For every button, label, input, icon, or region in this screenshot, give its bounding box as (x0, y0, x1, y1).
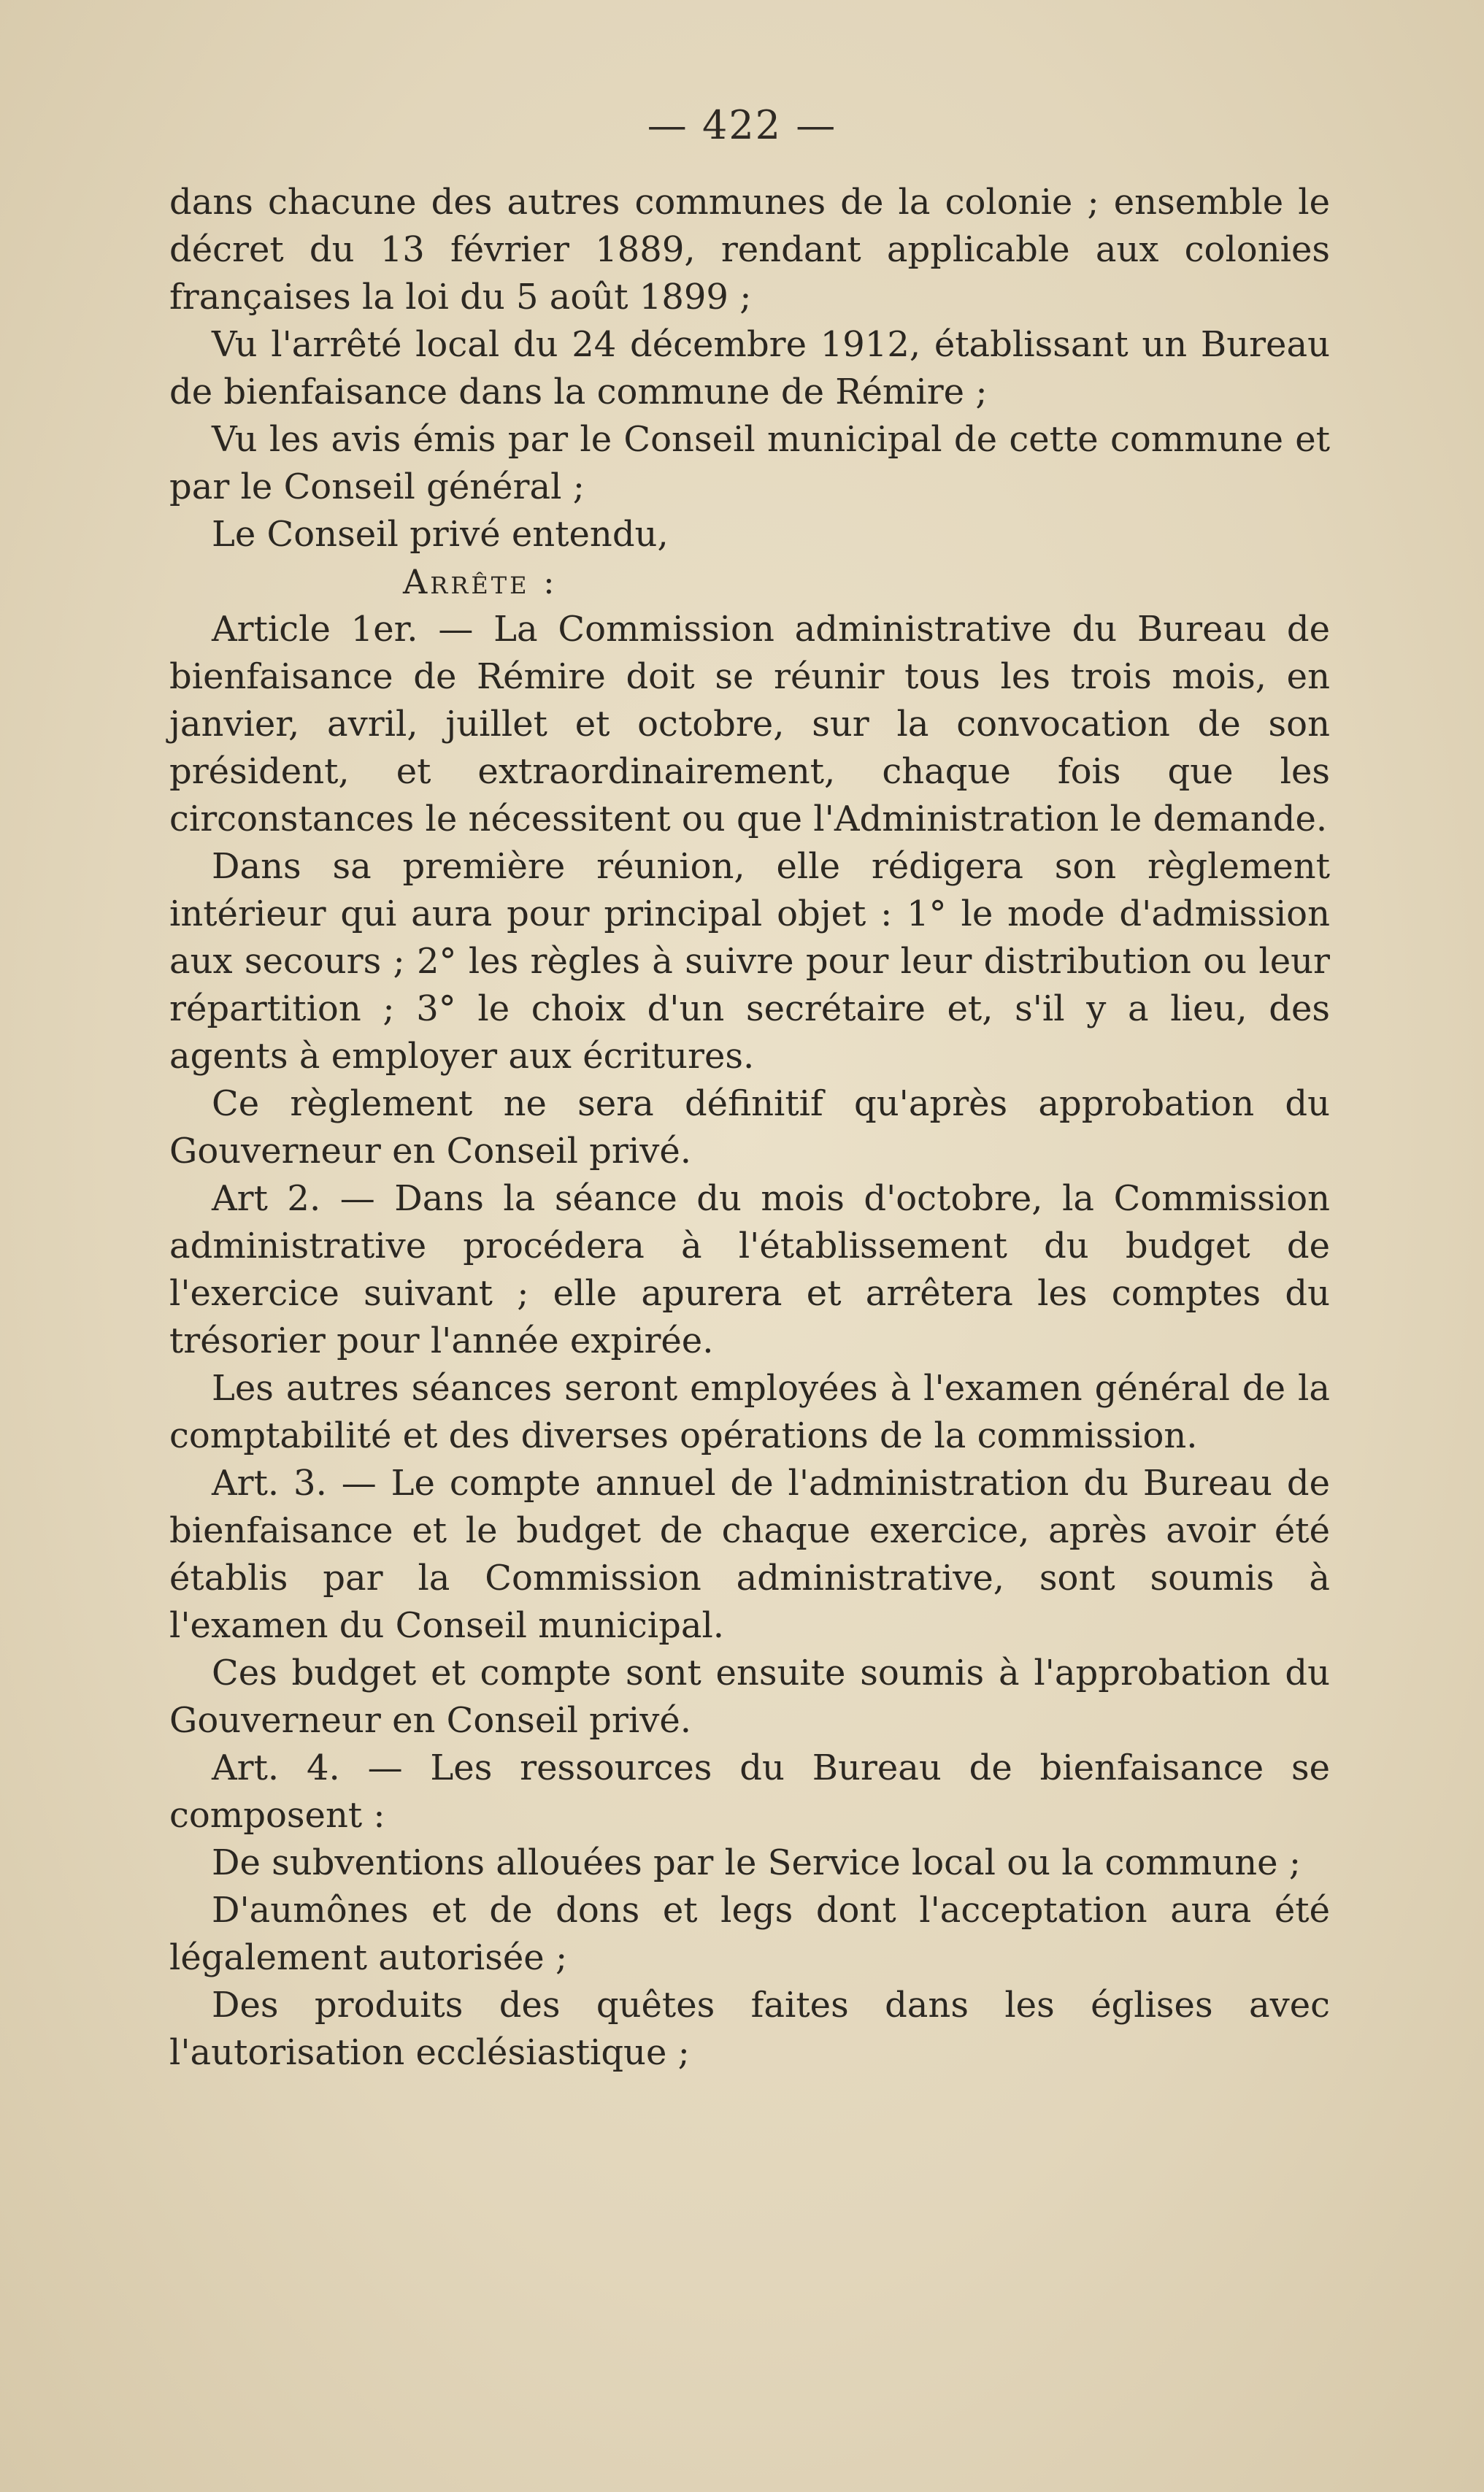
paragraph-article-4: Art. 4. — Les ressources du Bureau de bienfaisance se composent : (169, 1747, 1330, 1836)
paragraph-subventions: De subventions allouées par le Service local ou la commune ; (212, 1842, 1301, 1883)
page-number: — 422 — (647, 102, 837, 148)
paragraph-autres-seances: Les autres séances seront employées à l'examen général de la comptabilité et des diverses opérations de la commission. (169, 1368, 1330, 1456)
arrete-heading: Arrête : (403, 562, 558, 601)
paragraph-aumones: D'aumônes et de dons et legs dont l'acceptation aura été légalement autorisée ; (169, 1890, 1330, 1978)
paragraph-approbation: Ce règlement ne sera définitif qu'après approbation du Gouverneur en Conseil privé. (169, 1083, 1330, 1172)
paragraph-article-3: Art. 3. — Le compte annuel de l'administration du Bureau de bienfaisance et le budget de chaque exercice, après avoir été établis par la Commission administrative, sont soumis à l'examen du Conseil municipal. (169, 1463, 1330, 1646)
paragraph-budget-compte: Ces budget et compte sont ensuite soumis à l'approbation du Gouverneur en Conseil privé. (169, 1653, 1330, 1741)
paragraph-quetes: Des produits des quêtes faites dans les églises avec l'autorisation ecclésiastique ; (169, 1985, 1330, 2073)
paragraph-conseil-prive: Le Conseil privé entendu, (212, 514, 669, 555)
paragraph-vu-avis: Vu les avis émis par le Conseil municipal de cette commune et par le Conseil général ; (169, 419, 1330, 507)
paragraph-article-2: Art 2. — Dans la séance du mois d'octobre, la Commission administrative procédera à l'établissement du budget de l'exercice suivant ; elle apurera et arrêtera les comptes du trésorier pour l'année expirée. (169, 1178, 1330, 1361)
paragraph-article-1: Article 1er. — La Commission administrative du Bureau de bienfaisance de Rémire doit se réunir tous les trois mois, en janvier, avril, juillet et octobre, sur la convocation de son président, et extraordinairement, chaque fois que les circonstances le nécessitent ou que l'Administration le demande. (169, 609, 1330, 839)
paragraph-vu-arrete-local: Vu l'arrêté local du 24 décembre 1912, établissant un Bureau de bienfaisance dans la commune de Rémire ; (169, 324, 1330, 412)
paragraph-continuation: dans chacune des autres communes de la colonie ; ensemble le décret du 13 février 1889, rendant applicable aux colonies françaises la loi du 5 août 1899 ; (169, 182, 1330, 318)
paragraph-reglement-interieur: Dans sa première réunion, elle rédigera son règlement intérieur qui aura pour principal objet : 1° le mode d'admission aux secours ; 2° les règles à suivre pour leur distribution ou leur répartition ; 3° le choix d'un secrétaire et, s'il y a lieu, des agents à employer aux écritures. (169, 846, 1330, 1077)
body-text (169, 179, 1330, 2077)
